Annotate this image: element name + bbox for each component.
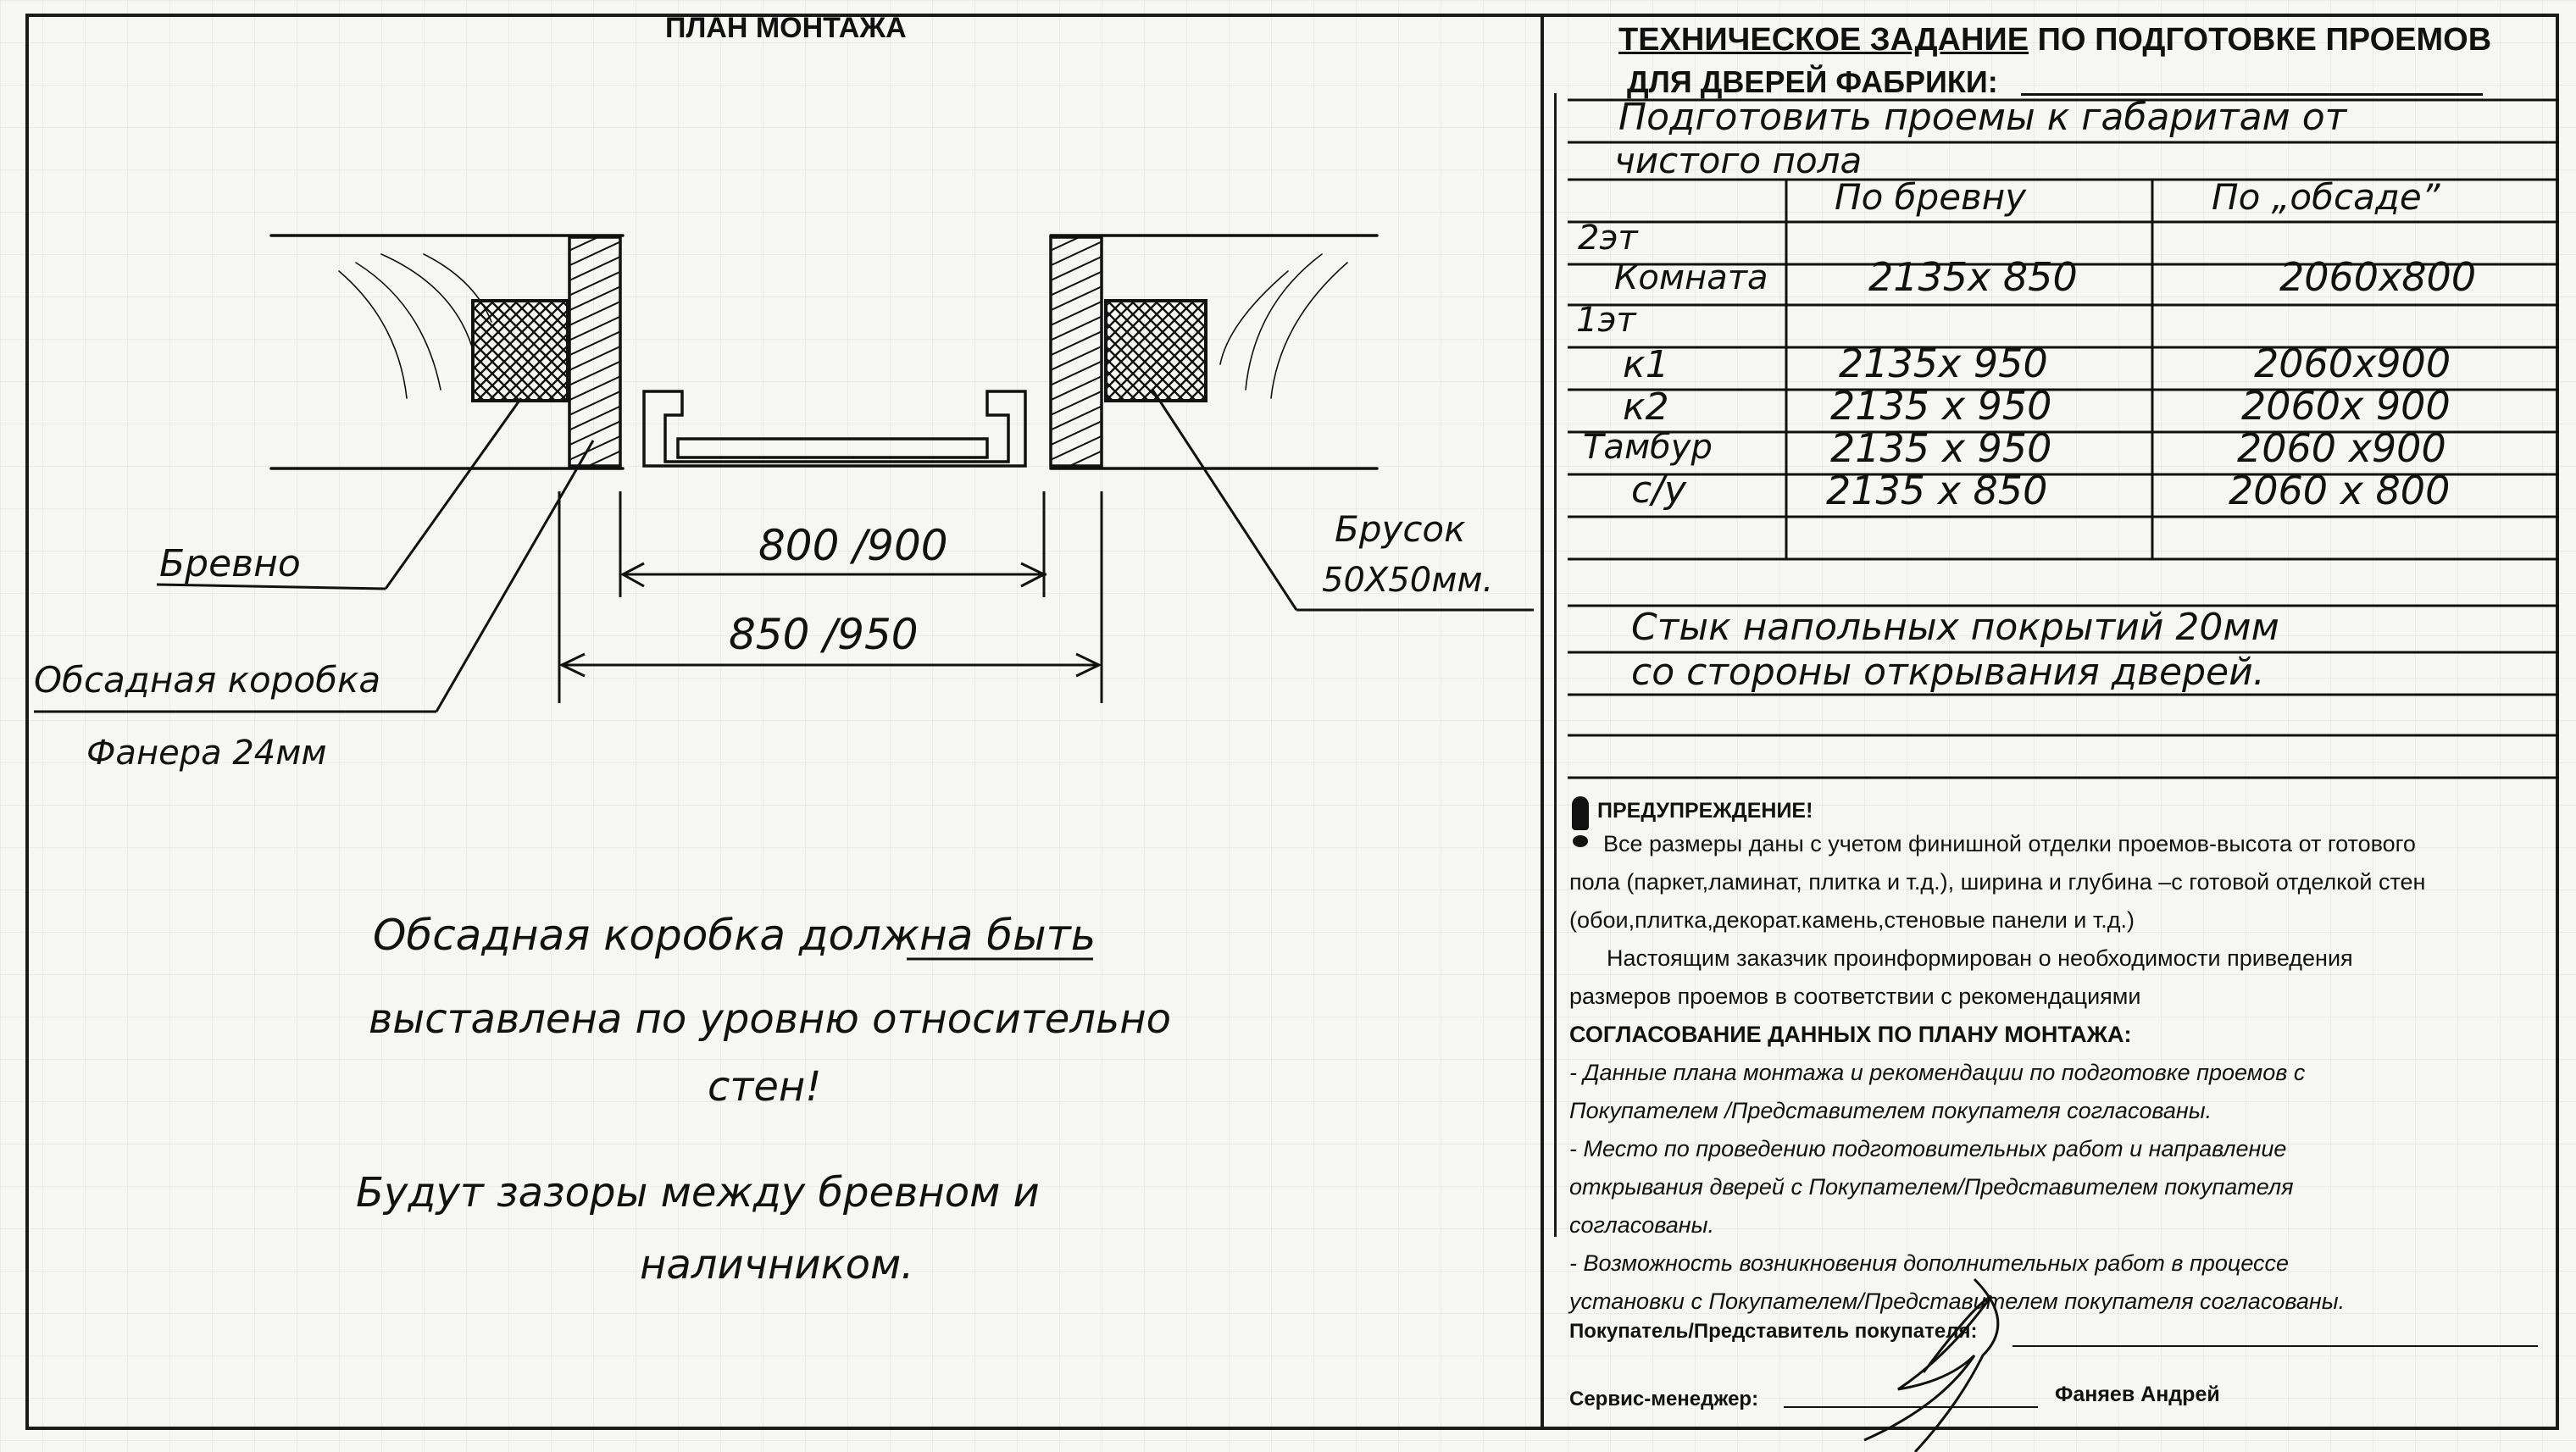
- warning-p1-c: (обои,плитка,декорат.камень,стеновые панели и т.д.): [1569, 907, 2135, 933]
- intro-line-2: чистого пола: [1614, 140, 1863, 181]
- table-row-floor1: 1эт: [1576, 301, 1636, 340]
- table-row-vestibule-label: Тамбур: [1583, 428, 1713, 467]
- table-row-k1-log: 2135х 950: [1839, 341, 2048, 386]
- warning-body: [1569, 825, 2535, 1321]
- manager-name: Фаняев Андрей: [2055, 1383, 2220, 1406]
- warning-p1-b: пола (паркет,ламинат, плитка и т.д.), ширина и глубина –с готовой отделкой стен: [1569, 869, 2426, 895]
- manager-label: Сервис-менеджер:: [1569, 1388, 1759, 1410]
- dim-outer-label: 850 /950: [729, 610, 919, 659]
- installation-plan-title: ПЛАН МОНТАЖА: [665, 12, 907, 44]
- note-line-2: выставлена по уровню относительно: [369, 995, 1171, 1043]
- table-row-wc-label: с/у: [1631, 468, 1687, 512]
- spec-title-line2: ДЛЯ ДВЕРЕЙ ФАБРИКИ:: [1627, 64, 1998, 99]
- intro-line-1: Подготовить проемы к габаритам от: [1618, 96, 2347, 139]
- table-row-vestibule-log: 2135 х 950: [1830, 425, 2052, 471]
- table-row-floor2: 2эт: [1578, 219, 1638, 258]
- warning-p2-a: Настоящим заказчик проинформирован о необходимости приведения: [1607, 945, 2353, 971]
- buyer-label: Покупатель/Представитель покупателя:: [1569, 1320, 1978, 1343]
- joint-note-line-2: со стороны открывания дверей.: [1631, 651, 2265, 694]
- warning-heading: ПРЕДУПРЕЖДЕНИЕ!: [1597, 799, 1813, 823]
- spec-title-part2: ПО ПОДГОТОВКЕ ПРОЕМОВ: [2029, 22, 2492, 58]
- warning-p1-a: Все размеры даны с учетом финишной отделки проемов-высота от готового: [1603, 831, 2416, 856]
- table-row-vestibule-casing: 2060 х900: [2237, 425, 2446, 471]
- agreement-line-2: Покупателем /Представителем покупателя согласованы.: [1569, 1098, 2212, 1123]
- table-row-k1-casing: 2060х900: [2254, 341, 2451, 386]
- table-row-k2-log: 2135 х 950: [1830, 383, 2052, 429]
- table-header-log: По бревну: [1835, 176, 2027, 218]
- note-line-5: наличником.: [640, 1241, 914, 1289]
- table-row-wc-casing: 2060 х 800: [2229, 468, 2451, 513]
- table-row-k1-label: к1: [1623, 343, 1669, 386]
- agreement-heading: СОГЛАСОВАНИЕ ДАННЫХ ПО ПЛАНУ МОНТАЖА:: [1569, 1022, 2132, 1047]
- warning-p2-b: размеров проемов в соответствии с рекомендациями: [1569, 984, 2141, 1009]
- table-row-wc-log: 2135 х 850: [1826, 468, 2048, 513]
- spec-title-part1: ТЕХНИЧЕСКОЕ ЗАДАНИЕ: [1618, 22, 2029, 58]
- agreement-line-1: - Данные плана монтажа и рекомендации по подготовке проемов с: [1569, 1060, 2306, 1085]
- note-line-4: Будут зазоры между бревном и: [356, 1169, 1040, 1216]
- table-row-room-label: Комната: [1614, 258, 1768, 297]
- agreement-line-5: согласованы.: [1569, 1212, 1715, 1238]
- table-row-room-casing: 2060х800: [2279, 254, 2477, 300]
- bar-label: Брусок: [1335, 508, 1466, 550]
- agreement-line-7: установки с Покупателем/Представителем покупателя согласованы.: [1569, 1289, 2346, 1314]
- table-row-k2-label: к2: [1623, 385, 1669, 429]
- bar-size-label: 50Х50мм.: [1322, 561, 1494, 600]
- note-line-1: Обсадная коробка должна быть: [373, 911, 1096, 960]
- table-header-casing: По „обсаде”: [2212, 176, 2440, 218]
- dim-inner-label: 800 /900: [758, 521, 948, 570]
- casing-box-label: Обсадная коробка: [34, 659, 381, 701]
- table-row-room-log: 2135х 850: [1868, 254, 2078, 300]
- agreement-line-4: открывания дверей с Покупателем/Представителем покупателя: [1569, 1174, 2294, 1200]
- joint-note-line-1: Стык напольных покрытий 20мм: [1631, 606, 2279, 649]
- manager-signature-line: [1784, 1406, 2038, 1408]
- table-row-k2-casing: 2060х 900: [2241, 383, 2451, 429]
- agreement-line-3: - Место по проведению подготовительных работ и направление: [1569, 1136, 2287, 1161]
- agreement-line-6: - Возможность возникновения дополнительных работ в процессе: [1569, 1250, 2290, 1276]
- log-label: Бревно: [159, 542, 301, 585]
- buyer-signature-line: [2012, 1345, 2538, 1347]
- plywood-label: Фанера 24мм: [86, 734, 327, 773]
- note-line-3: стен!: [708, 1063, 822, 1111]
